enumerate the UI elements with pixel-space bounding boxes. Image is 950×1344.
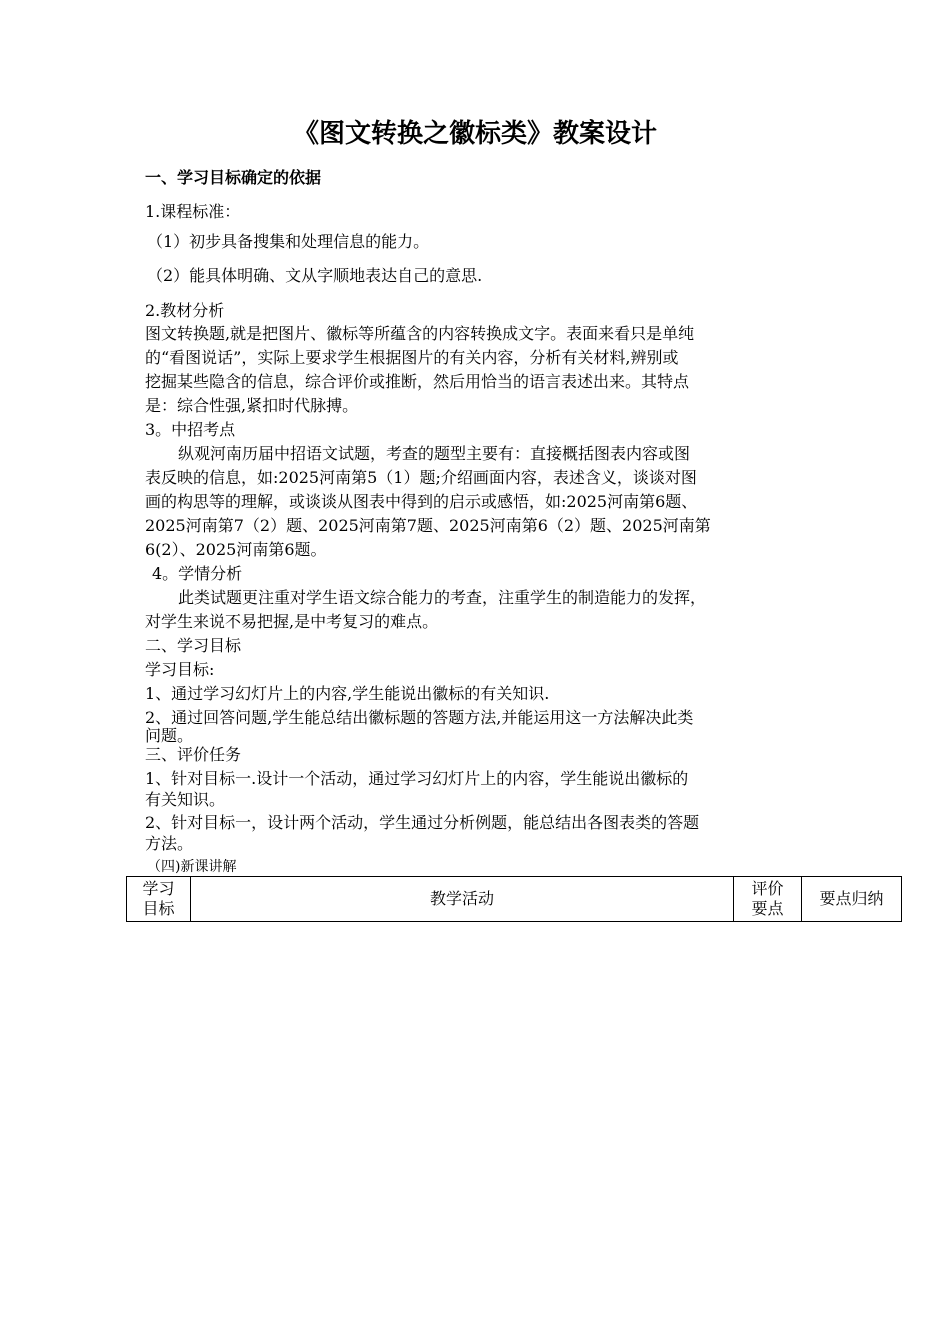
textbook-analysis-line: 是：综合性强,紧扣时代脉搏。 xyxy=(145,396,359,415)
header-key-points-summary: 要点归纳 xyxy=(802,877,902,922)
header-evaluation-points: 评价 要点 xyxy=(734,877,802,922)
page-title: 《图文转换之徽标类》教案设计 xyxy=(292,119,657,149)
exam-points-line: 纵观河南历届中招语文试题，考查的题型主要有：直接概括图表内容或图 xyxy=(178,444,691,463)
evaluation-line: 1、针对目标一.设计一个活动，通过学习幻灯片上的内容，学生能说出徽标的 xyxy=(145,769,689,788)
learner-analysis-line: 此类试题更注重对学生语文综合能力的考查，注重学生的制造能力的发挥， xyxy=(178,588,707,607)
section-heading-basis: 一、学习目标确定的依据 xyxy=(145,168,322,187)
learner-analysis-line: 对学生来说不易把握,是中考复习的难点。 xyxy=(145,612,439,631)
section-heading-evaluation: 三、评价任务 xyxy=(145,745,242,764)
exam-points-line: 2025河南第7（2）题、2025河南第7题、2025河南第6（2）题、2025河南第 xyxy=(145,516,711,535)
table-header-row xyxy=(127,877,902,922)
subheading-textbook-analysis: 2.教材分析 xyxy=(145,301,225,320)
section-heading-new-lesson: （四)新课讲解 xyxy=(147,859,237,875)
evaluation-line: 有关知识。 xyxy=(145,790,226,809)
subheading-learner-analysis: 4。学情分析 xyxy=(152,564,243,583)
exam-points-line: 画的构思等的理解，或谈谈从图表中得到的启示或感悟，如:2025河南第6题、 xyxy=(145,492,698,511)
objective-line: 1、通过学习幻灯片上的内容,学生能说出徽标的有关知识. xyxy=(145,684,550,703)
standard-item-1: （1）初步具备搜集和处理信息的能力。 xyxy=(147,232,430,251)
textbook-analysis-line: 的“看图说话”，实际上要求学生根据图片的有关内容，分析有关材料,辨别或 xyxy=(145,348,679,367)
objectives-label: 学习目标: xyxy=(145,660,215,679)
subheading-exam-points: 3。中招考点 xyxy=(145,420,236,439)
lesson-table xyxy=(126,876,902,922)
textbook-analysis-line: 挖掘某些隐含的信息，综合评价或推断，然后用恰当的语言表述出来。其特点 xyxy=(145,372,690,391)
standard-item-2: （2）能具体明确、文从字顺地表达自己的意思. xyxy=(147,266,483,285)
exam-points-line: 6(2）、2025河南第6题。 xyxy=(145,540,327,559)
evaluation-line: 方法。 xyxy=(145,834,194,853)
exam-points-line: 表反映的信息，如:2025河南第5（1）题;介绍画面内容，表述含义，谈谈对图 xyxy=(145,468,697,487)
header-learning-objective: 学习 目标 xyxy=(127,877,191,922)
subheading-curriculum-standard: 1.课程标准： xyxy=(145,202,241,221)
section-heading-objectives: 二、学习目标 xyxy=(145,636,242,655)
objective-line: 2、通过回答问题,学生能总结出徽标题的答题方法,并能运用这一方法解决此类 xyxy=(145,708,694,727)
textbook-analysis-line: 图文转换题,就是把图片、徽标等所蕴含的内容转换成文字。表面来看只是单纯 xyxy=(145,324,695,343)
header-teaching-activity: 教学活动 xyxy=(191,877,734,922)
objective-line: 问题。 xyxy=(145,726,194,745)
evaluation-line: 2、针对目标一，设计两个活动，学生通过分析例题，能总结出各图表类的答题 xyxy=(145,813,700,832)
